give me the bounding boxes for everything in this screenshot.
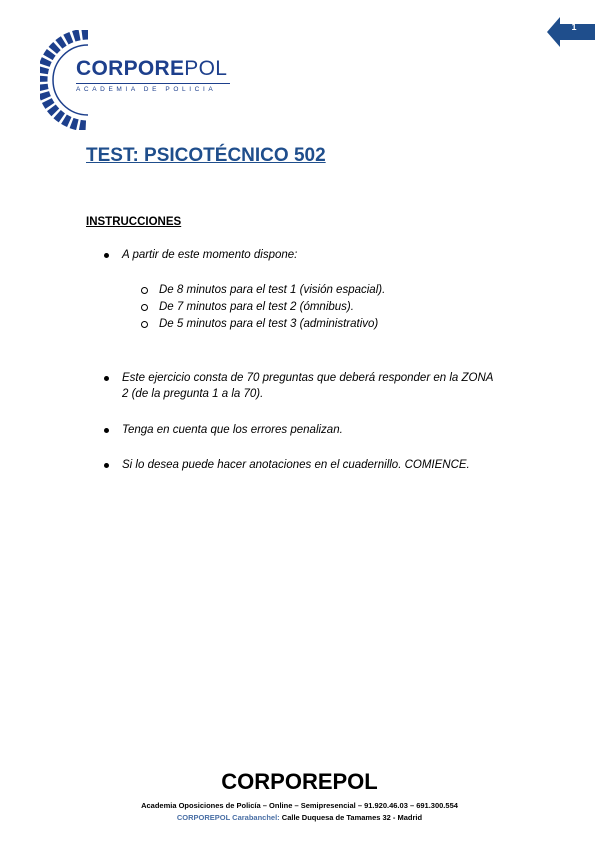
- footer-contact-line: Academia Oposiciones de Policía – Online – Semipresencial – 91.920.46.03 – 691.300.554: [141, 801, 458, 810]
- time-list-item: [159, 282, 385, 298]
- bullet-dot-icon: [104, 376, 109, 381]
- circle-bullet-icon: [141, 287, 148, 294]
- page-number: 1: [571, 22, 577, 32]
- footer-address: Calle Duquesa de Tamames 32 - Madrid: [279, 813, 423, 822]
- time-list-item: [159, 299, 354, 315]
- corporepol-logo: [40, 30, 240, 130]
- footer-address-line: [0, 813, 599, 822]
- bullet-dot-icon: [104, 428, 109, 433]
- bullet-text: Tenga en cuenta que los errores penalizan.: [122, 424, 343, 436]
- bullet-text: Este ejercicio consta de 70 preguntas que deberá responder en la ZONA 2 (de la pregunta 1 a la 70).: [122, 372, 493, 400]
- bullet-dot-icon: [104, 253, 109, 258]
- instruction-bullet: [122, 422, 502, 438]
- logo-divider: [76, 83, 230, 84]
- page-title: TEST: PSICOTÉCNICO 502: [86, 145, 326, 166]
- logo-brand: CORPOREPOL: [76, 57, 228, 80]
- bullet-dot-icon: [104, 463, 109, 468]
- instruction-bullet: [122, 247, 502, 263]
- page-number-badge[interactable]: [547, 17, 595, 47]
- bullet-text: Si lo desea puede hacer anotaciones en el cuadernillo. COMIENCE.: [122, 459, 470, 471]
- instruction-bullet: [122, 457, 502, 473]
- time-list-item: [159, 316, 378, 332]
- time-list-text: De 5 minutos para el test 3 (administrativo): [159, 318, 379, 330]
- footer-location-label: CORPOREPOL Carabanchel:: [176, 813, 280, 822]
- logo-tagline: ACADEMIA DE POLICIA: [76, 86, 217, 93]
- instructions-heading: INSTRUCCIONES: [86, 216, 182, 228]
- circle-bullet-icon: [141, 321, 148, 328]
- footer-brand: CORPOREPOL: [221, 769, 378, 794]
- bullet-text: A partir de este momento dispone:: [122, 249, 298, 261]
- time-list-text: De 7 minutos para el test 2 (ómnibus).: [159, 301, 354, 313]
- instruction-bullet: [122, 370, 502, 402]
- time-list-text: De 8 minutos para el test 1 (visión espacial).: [159, 284, 386, 296]
- circle-bullet-icon: [141, 304, 148, 311]
